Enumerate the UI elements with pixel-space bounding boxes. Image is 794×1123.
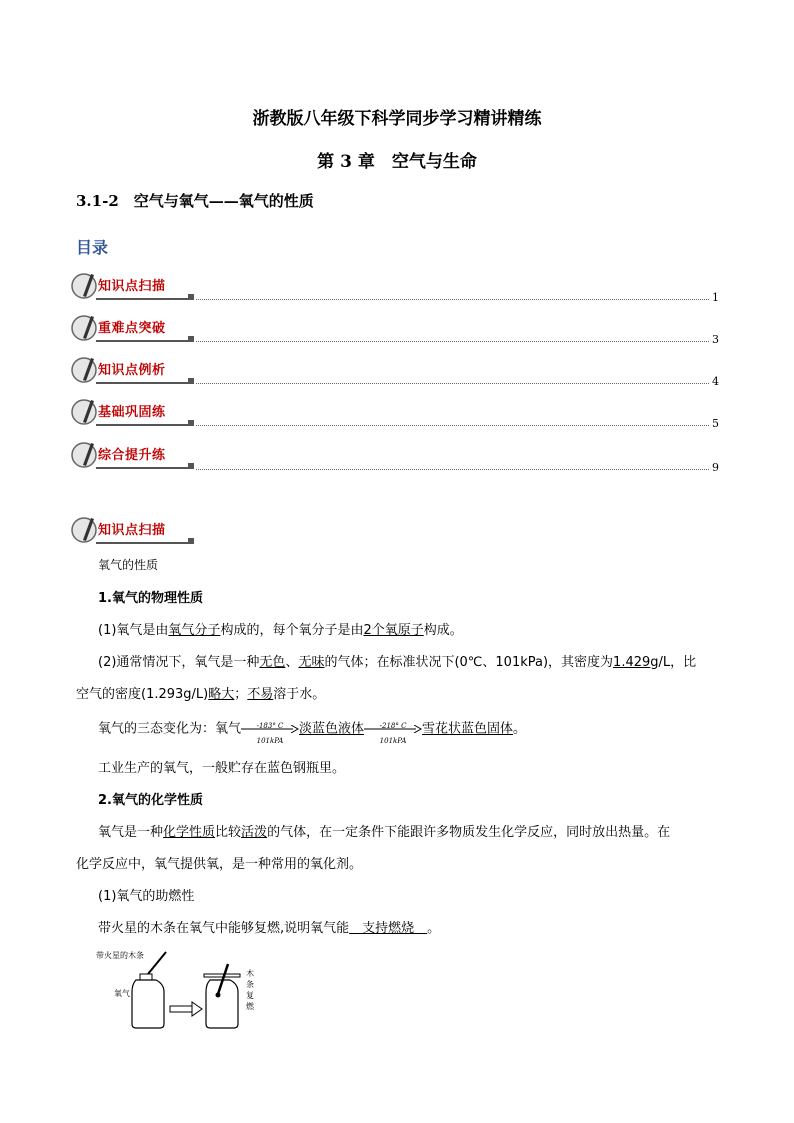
label-oxygen: 氧气 — [114, 989, 130, 998]
toc-item-label: 综合提升练 — [98, 448, 166, 463]
paragraph-state-changes: 氧气的三态变化为：氧气 -183° C 101kPA 淡蓝色液体 -218° C 101kPA 雪花状蓝色固体。 — [98, 718, 526, 741]
paragraph-storage: 工业生产的氧气，一般贮存在蓝色钢瓶里。 — [98, 761, 346, 776]
toc-item-4[interactable] — [70, 396, 196, 428]
pen-badge-icon — [70, 514, 100, 544]
toc-item-label: 知识点例析 — [98, 363, 166, 378]
paragraph-relight-test: 带火星的木条在氧气中能够复燃,说明氧气能 支持燃烧 。 — [98, 921, 441, 936]
heading-physical-properties: 1.氧气的物理性质 — [98, 591, 203, 606]
toc-item-2[interactable] — [70, 312, 196, 344]
paragraph-chemical-desc: 氧气是一种化学性质比较活泼的气体，在一定条件下能跟许多物质发生化学反应，同时放出热量。在 — [98, 825, 671, 840]
toc-leader — [196, 299, 709, 300]
toc-title: 目录 — [76, 238, 109, 257]
toc-item-label: 知识点扫描 — [98, 279, 166, 294]
pen-badge-icon — [70, 312, 100, 342]
relight-experiment-diagram — [96, 948, 276, 1033]
label-glowing-stick: 带火星的木条 — [96, 951, 144, 960]
section-title: 3.1-2 空气与氧气——氧气的性质 — [76, 192, 314, 210]
paragraph-physical-desc-cont: 空气的密度(1.293g/L)略大；不易溶于水。 — [76, 687, 326, 702]
experiment-drawing — [96, 948, 276, 1033]
toc-leader — [196, 469, 709, 470]
reaction-arrow: -218° C 101kPA — [364, 718, 422, 740]
topic-heading: 氧气的性质 — [98, 558, 159, 572]
toc-page-number: 4 — [712, 375, 719, 388]
label-result: 木 条 复 燃 — [246, 969, 254, 1011]
paragraph-physical-desc: (2)通常情况下，氧气是一种无色、无味的气体；在标准状况下(0℃、101kPa)，其密度为1.429g/L，比 — [98, 655, 697, 670]
reaction-arrow: -183° C 101kPA — [241, 718, 299, 740]
pen-badge-icon — [70, 439, 100, 469]
pen-badge-icon — [70, 396, 100, 426]
pen-badge-icon — [70, 270, 100, 300]
paragraph-chemical-desc-cont: 化学反应中，氧气提供氧，是一种常用的氧化剂。 — [76, 857, 363, 872]
toc-page-number: 9 — [712, 461, 719, 474]
toc-leader — [196, 383, 709, 384]
banner-label: 知识点扫描 — [98, 523, 166, 538]
toc-item-5[interactable] — [70, 439, 196, 471]
chapter-title: 第 3 章 空气与生命 — [317, 152, 477, 172]
toc-leader — [196, 341, 709, 342]
toc-leader — [196, 425, 709, 426]
toc-item-label: 重难点突破 — [98, 321, 166, 336]
toc-page-number: 1 — [712, 291, 719, 304]
subheading-combustion-support: (1)氧气的助燃性 — [98, 889, 195, 904]
pen-badge-icon — [70, 354, 100, 384]
toc-item-3[interactable] — [70, 354, 196, 386]
toc-page-number: 3 — [712, 333, 719, 346]
toc-item-label: 基础巩固练 — [98, 405, 166, 420]
section-banner-knowledge-scan — [70, 514, 196, 546]
paragraph-structure: (1)氧气是由氧气分子构成的，每个氧分子是由2个氧原子构成。 — [98, 623, 463, 638]
toc-page-number: 5 — [712, 417, 719, 430]
toc-item-1[interactable] — [70, 270, 196, 302]
document-title: 浙教版八年级下科学同步学习精讲精练 — [252, 109, 542, 129]
heading-chemical-properties: 2.氧气的化学性质 — [98, 793, 203, 808]
